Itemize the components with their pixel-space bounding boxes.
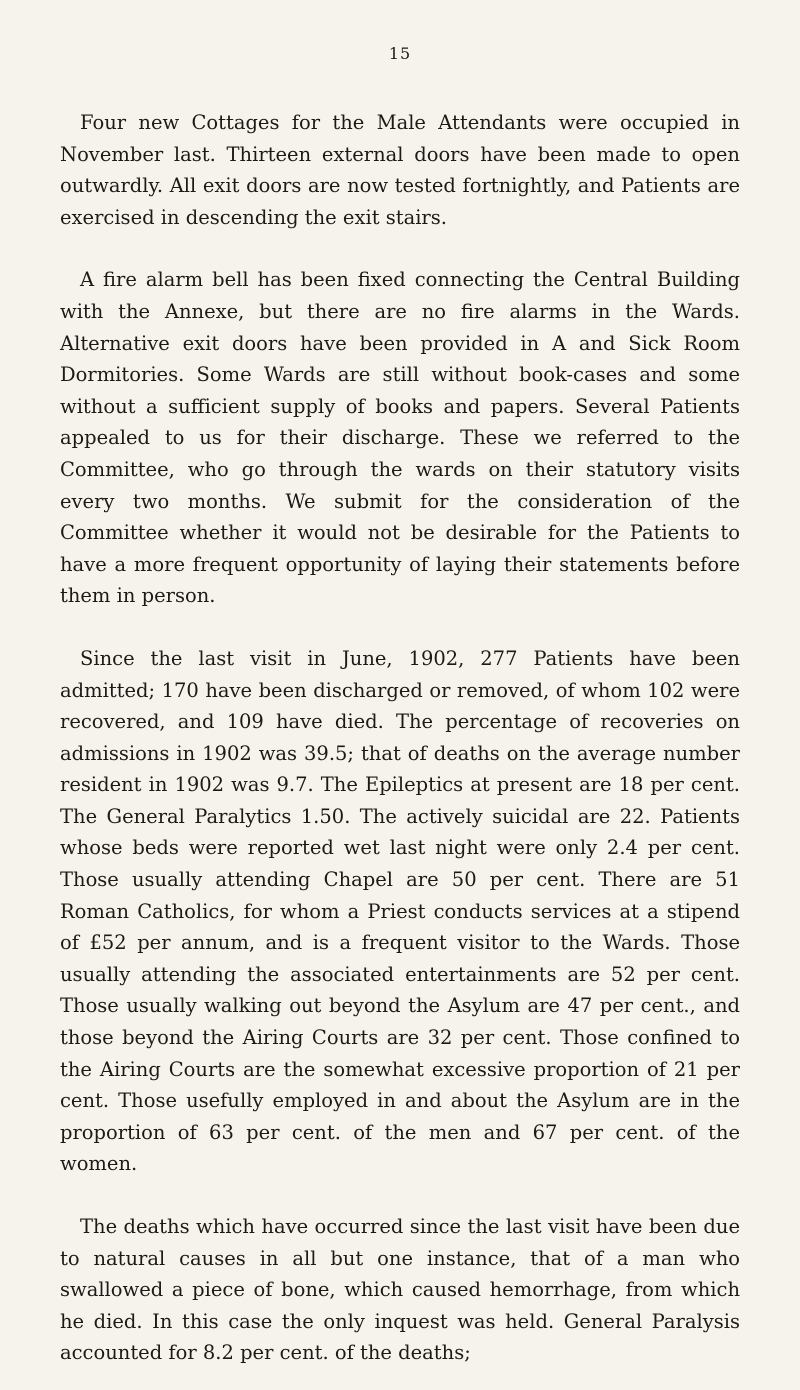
paragraph-cottages-and-doors: Four new Cottages for the Male Attendants were occupied in November last. Thirteen external doors have been made to open outwardly. All exit doors are now tested fortnightly, and Patients are exercised in descending the exit stairs. (60, 111, 740, 229)
paragraph-fire-alarm-and-wards: A fire alarm bell has been fixed connecting the Central Building with the Annexe, but there are no fire alarms in the Wards. Alternative exit doors have been provided in A and Sick Room Dormitories. Some Wards are still without book-cases and some without a sufficient supply of books and papers. Several Patients appealed to us for their discharge. These we referred to the Committee, who go through the wards on their statutory visits every two months. We submit for the consideration of the Committee whether it would not be desirable for the Patients to have a more frequent opportunity of laying their statements before them in person. (60, 268, 740, 608)
paragraph-admissions-statistics: Since the last visit in June, 1902, 277 Patients have been admitted; 170 have been discharged or removed, of whom 102 were recovered, and 109 have died. The percentage of recoveries on admissions in 1902 was 39.5; that of deaths on the average number resident in 1902 was 9.7. The Epileptics at present are 18 per cent. The General Paralytics 1.50. The actively suicidal are 22. Patients whose beds were reported wet last night were only 2.4 per cent. Those usually attending Chapel are 50 per cent. There are 51 Roman Catholics, for whom a Priest conducts services at a stipend of £52 per annum, and is a frequent visitor to the Wards. Those usually attending the associated entertainments are 52 per cent. Those usually walking out beyond the Asylum are 47 per cent., and those beyond the Airing Courts are 32 per cent. Those confined to the Airing Courts are the somewhat excessive proportion of 21 per cent. Those usefully employed in and about the Asylum are in the proportion of 63 per cent. of the men and 67 per cent. of the women. (60, 646, 740, 1176)
page-number: 15 (388, 44, 412, 63)
body-text (60, 107, 740, 1369)
paragraph-deaths: The deaths which have occurred since the last visit have been due to natural causes in all but one instance, that of a man who swallowed a piece of bone, which caused hemorrhage, from which he died. In this case the only inquest was held. General Paralysis accounted for 8.2 per cent. of the deaths; (60, 1215, 740, 1365)
